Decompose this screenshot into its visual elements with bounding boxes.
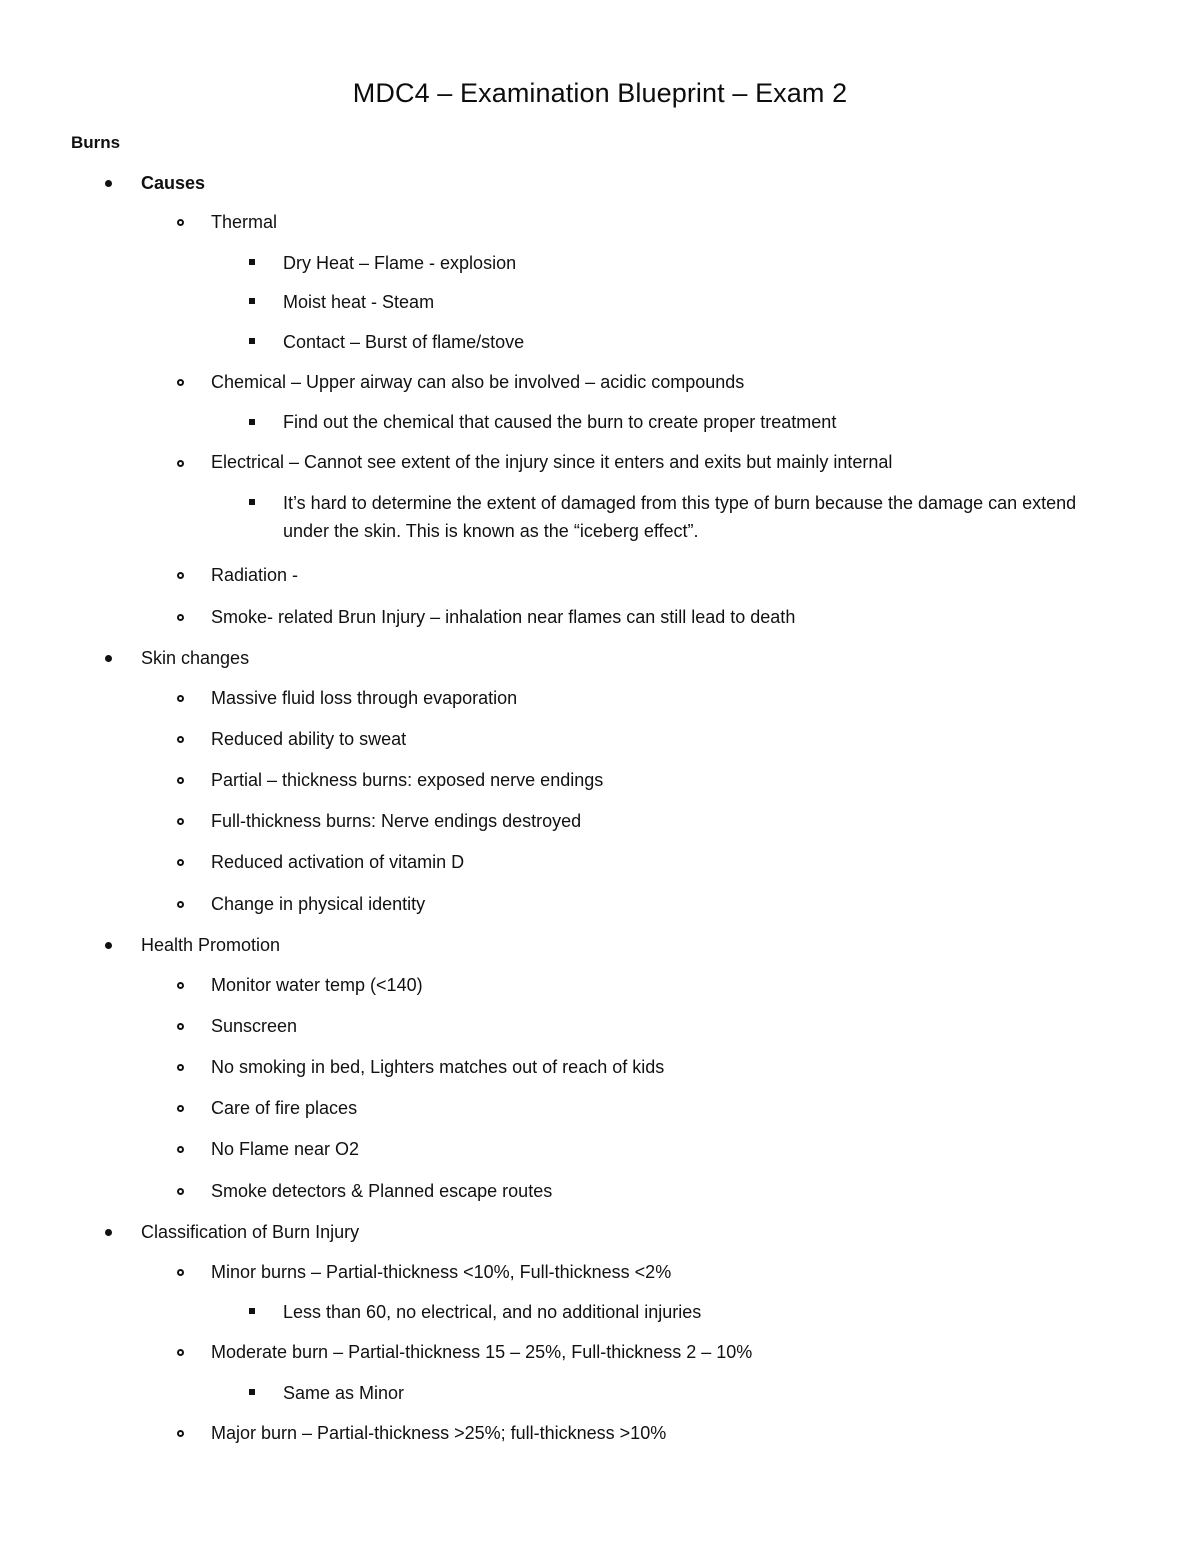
bullet-circle: [177, 614, 184, 621]
list-item-skin: Reduced ability to sweat: [211, 729, 407, 749]
bullet-dot: [105, 655, 112, 662]
list-item-skin: Partial – thickness burns: exposed nerve endings: [211, 770, 604, 790]
list-item-moist-heat: Moist heat - Steam: [283, 292, 435, 312]
bullet-circle: [177, 1430, 184, 1437]
bullet-square: [249, 338, 255, 344]
bullet-dot: [105, 942, 112, 949]
bullet-circle: [177, 901, 184, 908]
bullet-circle: [177, 1023, 184, 1030]
bullet-circle: [177, 736, 184, 743]
list-item-skin: Change in physical identity: [211, 894, 426, 914]
bullet-square: [249, 259, 255, 265]
bullet-square: [249, 499, 255, 505]
bullet-circle: [177, 1188, 184, 1195]
bullet-square: [249, 1389, 255, 1395]
list-item-smoke: Smoke- related Brun Injury – inhalation near flames can still lead to death: [211, 607, 796, 627]
bullet-circle: [177, 1146, 184, 1153]
bullet-circle: [177, 777, 184, 784]
list-item-chemical-note: Find out the chemical that caused the burn to create proper treatment: [283, 412, 837, 432]
bullet-circle: [177, 1349, 184, 1356]
bullet-circle: [177, 460, 184, 467]
list-item-health: No smoking in bed, Lighters matches out of reach of kids: [211, 1057, 665, 1077]
list-item-moderate-note: Same as Minor: [283, 1383, 405, 1403]
bullet-circle: [177, 695, 184, 702]
list-item-health: Sunscreen: [211, 1016, 298, 1036]
bullet-dot: [105, 180, 112, 187]
bullet-circle: [177, 859, 184, 866]
list-item-causes: Causes: [141, 173, 206, 193]
list-item-skin: Massive fluid loss through evaporation: [211, 688, 518, 708]
list-item-health-promotion: Health Promotion: [141, 935, 281, 955]
bullet-circle: [177, 1105, 184, 1112]
section-heading-burns: Burns: [71, 133, 121, 152]
bullet-square: [249, 298, 255, 304]
list-item-electrical-note: It’s hard to determine the extent of damaged from this type of burn because the damage can extend under the skin. This is known as the “iceberg effect”.: [283, 493, 1077, 541]
list-item-skin: Full-thickness burns: Nerve endings destroyed: [211, 811, 582, 831]
list-item-contact: Contact – Burst of flame/stove: [283, 332, 525, 352]
list-item-health: Smoke detectors & Planned escape routes: [211, 1181, 553, 1201]
list-item-skin-changes: Skin changes: [141, 648, 250, 668]
list-item-electrical: Electrical – Cannot see extent of the injury since it enters and exits but mainly internal: [211, 452, 893, 472]
list-item-health: Monitor water temp (<140): [211, 975, 423, 995]
list-item-radiation: Radiation -: [211, 565, 299, 585]
bullet-circle: [177, 379, 184, 386]
list-item-dry-heat: Dry Heat – Flame - explosion: [283, 253, 517, 273]
list-item-thermal: Thermal: [211, 212, 278, 232]
bullet-dot: [105, 1229, 112, 1236]
bullet-circle: [177, 1269, 184, 1276]
bullet-circle: [177, 818, 184, 825]
list-item-major-burn: Major burn – Partial-thickness >25%; full-thickness >10%: [211, 1423, 667, 1443]
bullet-circle: [177, 219, 184, 226]
list-item-health: Care of fire places: [211, 1098, 358, 1118]
bullet-circle: [177, 572, 184, 579]
list-item-moderate-burn: Moderate burn – Partial-thickness 15 – 25%, Full-thickness 2 – 10%: [211, 1342, 753, 1362]
list-item-minor-note: Less than 60, no electrical, and no additional injuries: [283, 1302, 702, 1322]
bullet-circle: [177, 1064, 184, 1071]
list-item-minor-burns: Minor burns – Partial-thickness <10%, Full-thickness <2%: [211, 1262, 672, 1282]
list-item-health: No Flame near O2: [211, 1139, 360, 1159]
list-item-classification: Classification of Burn Injury: [141, 1222, 360, 1242]
bullet-square: [249, 1308, 255, 1314]
bullet-circle: [177, 982, 184, 989]
list-item-skin: Reduced activation of vitamin D: [211, 852, 465, 872]
document-title: MDC4 – Examination Blueprint – Exam 2: [352, 78, 848, 108]
list-item-chemical: Chemical – Upper airway can also be involved – acidic compounds: [211, 372, 745, 392]
bullet-square: [249, 419, 255, 425]
